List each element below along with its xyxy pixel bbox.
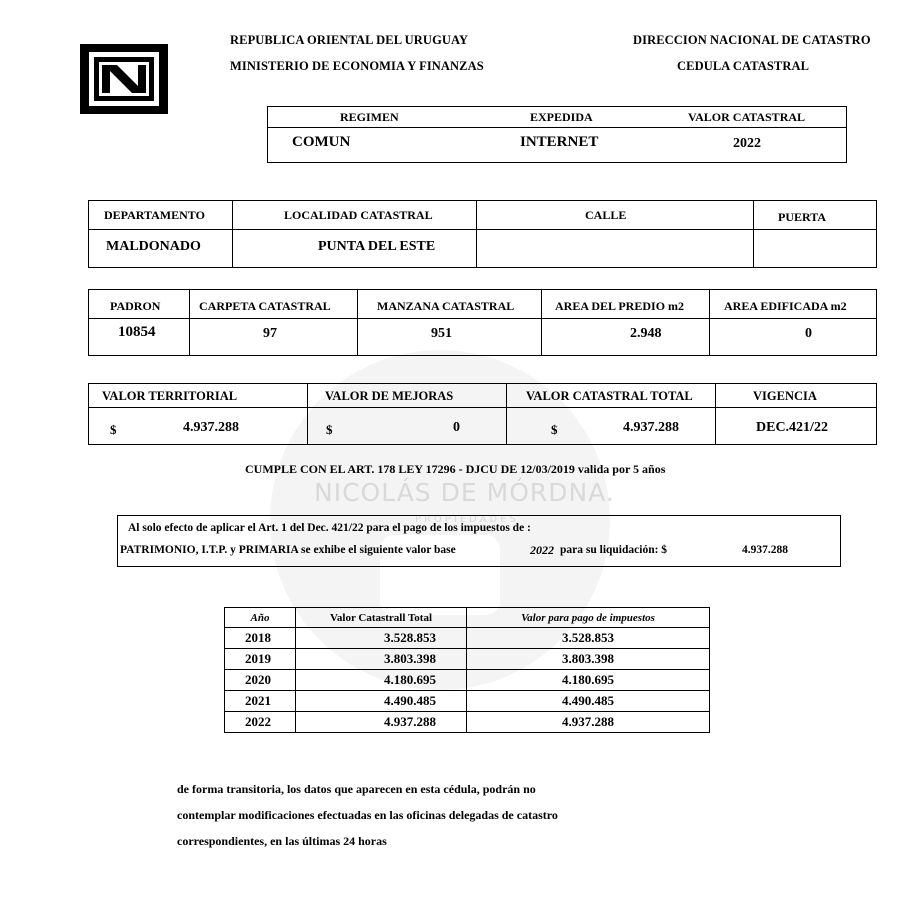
year-cell: 2022 bbox=[225, 712, 296, 733]
table-row bbox=[225, 670, 710, 691]
departamento-value: MALDONADO bbox=[106, 239, 201, 254]
pago-cell: 4.180.695 bbox=[467, 670, 710, 691]
valor-mejoras-label: VALOR DE MEJORAS bbox=[325, 389, 454, 403]
pago-cell: 4.490.485 bbox=[467, 691, 710, 712]
header-cedula: CEDULA CATASTRAL bbox=[677, 59, 810, 73]
valor-territorial-label: VALOR TERRITORIAL bbox=[102, 389, 238, 403]
manzana-label: MANZANA CATASTRAL bbox=[377, 299, 515, 313]
year-cell: 2021 bbox=[225, 691, 296, 712]
valor-total-label: VALOR CATASTRAL TOTAL bbox=[526, 389, 693, 403]
localidad-label: LOCALIDAD CATASTRAL bbox=[284, 208, 433, 222]
pago-cell: 4.937.288 bbox=[467, 712, 710, 733]
table-row bbox=[225, 649, 710, 670]
valor-territorial-value: 4.937.288 bbox=[183, 420, 239, 435]
footer-line1: de forma transitoria, los datos que aparecen en esta cédula, podrán no bbox=[177, 782, 536, 796]
pago-cell: 3.528.853 bbox=[467, 628, 710, 649]
watermark-brand: NICOLÁS DE MÓRDNA. bbox=[314, 478, 615, 507]
notice-value: 4.937.288 bbox=[742, 544, 788, 556]
total-cell: 4.180.695 bbox=[296, 670, 467, 691]
notice-liquidacion: para su liquidación: $ bbox=[560, 544, 668, 556]
calle-label: CALLE bbox=[585, 208, 627, 222]
valor-catastral-year: 2022 bbox=[733, 136, 761, 151]
watermark-sub: PROPIEDADES bbox=[415, 514, 519, 525]
table-header-row bbox=[225, 608, 710, 628]
notice-year: 2022 bbox=[530, 543, 554, 557]
notice-line1: Al solo efecto de aplicar el Art. 1 del Dec. 421/22 para el pago de los impuestos de : bbox=[128, 522, 531, 534]
notice-line2: PATRIMONIO, I.T.P. y PRIMARIA se exhibe el siguiente valor base bbox=[120, 544, 456, 556]
location-box bbox=[88, 200, 877, 268]
year-cell: 2020 bbox=[225, 670, 296, 691]
cumple-note: CUMPLE CON EL ART. 178 LEY 17296 - DJCU DE 12/03/2019 valida por 5 años bbox=[245, 462, 666, 476]
header-direccion: DIRECCION NACIONAL DE CATASTRO bbox=[633, 33, 871, 47]
total-cell: 4.490.485 bbox=[296, 691, 467, 712]
regimen-label: REGIMEN bbox=[340, 110, 399, 124]
regimen-value: COMUN bbox=[292, 134, 351, 150]
valor-mejoras-value: 0 bbox=[453, 420, 460, 435]
footer-line2: contemplar modificaciones efectuadas en las oficinas delegadas de catastro bbox=[177, 808, 558, 822]
vigencia-value: DEC.421/22 bbox=[756, 420, 828, 435]
departamento-label: DEPARTAMENTO bbox=[104, 208, 205, 222]
expedida-label: EXPEDIDA bbox=[530, 110, 593, 124]
table-row bbox=[225, 628, 710, 649]
footer-line3: correspondientes, en las últimas 24 horas bbox=[177, 834, 387, 848]
manzana-value: 951 bbox=[431, 326, 452, 341]
total-header: Valor Catastrall Total bbox=[296, 608, 467, 628]
vigencia-label: VIGENCIA bbox=[753, 389, 817, 403]
expedida-value: INTERNET bbox=[520, 134, 599, 150]
valor-catastral-label: VALOR CATASTRAL bbox=[688, 110, 806, 124]
catastro-logo bbox=[80, 44, 168, 114]
area-edificada-value: 0 bbox=[805, 326, 812, 341]
year-cell: 2019 bbox=[225, 649, 296, 670]
padron-label: PADRON bbox=[110, 299, 161, 313]
total-cell: 3.528.853 bbox=[296, 628, 467, 649]
area-edificada-label: AREA EDIFICADA m2 bbox=[724, 299, 847, 313]
localidad-value: PUNTA DEL ESTE bbox=[318, 239, 436, 254]
total-cell: 3.803.398 bbox=[296, 649, 467, 670]
carpeta-label: CARPETA CATASTRAL bbox=[199, 299, 331, 313]
padron-value: 10854 bbox=[118, 324, 156, 340]
currency-total: $ bbox=[551, 422, 558, 437]
valor-total-value: 4.937.288 bbox=[623, 420, 679, 435]
table-row bbox=[225, 712, 710, 733]
currency-territorial: $ bbox=[110, 422, 117, 437]
year-cell: 2018 bbox=[225, 628, 296, 649]
pago-cell: 3.803.398 bbox=[467, 649, 710, 670]
year-values-table bbox=[224, 607, 710, 733]
header-country: REPUBLICA ORIENTAL DEL URUGUAY bbox=[230, 33, 469, 47]
puerta-label: PUERTA bbox=[778, 210, 827, 224]
header-ministry: MINISTERIO DE ECONOMIA Y FINANZAS bbox=[230, 59, 484, 73]
carpeta-value: 97 bbox=[263, 326, 277, 341]
table-row bbox=[225, 691, 710, 712]
total-cell: 4.937.288 bbox=[296, 712, 467, 733]
pago-header: Valor para pago de impuestos bbox=[467, 608, 710, 628]
area-predio-value: 2.948 bbox=[630, 326, 662, 341]
year-header: Año bbox=[225, 608, 296, 628]
currency-mejoras: $ bbox=[326, 422, 333, 437]
area-predio-label: AREA DEL PREDIO m2 bbox=[555, 299, 685, 313]
